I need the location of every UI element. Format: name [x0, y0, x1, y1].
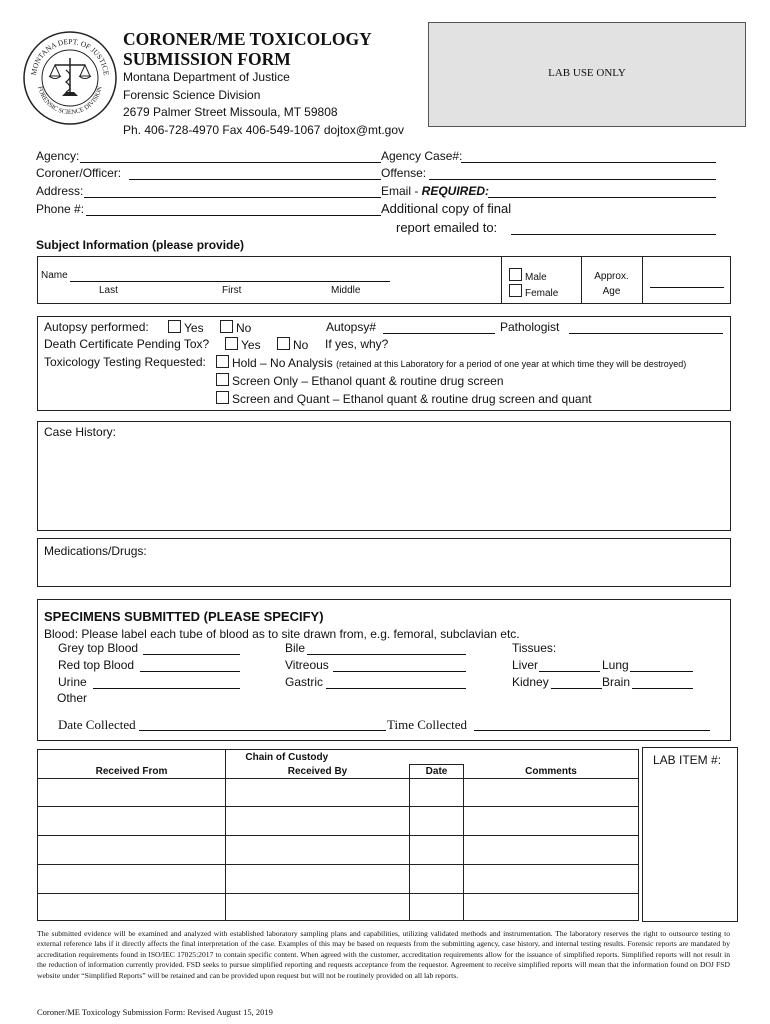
screen-quant-label: Screen and Quant – Ethanol quant & routine drug screen and quant	[232, 392, 592, 406]
grey-top-field[interactable]	[143, 654, 240, 655]
death-cert-yes-checkbox[interactable]	[225, 337, 238, 350]
autopsy-yes-checkbox[interactable]	[168, 320, 181, 333]
blood-note: Blood: Please label each tube of blood as to site drawn from, e.g. femoral, subclavian etc.	[44, 627, 520, 641]
case-history-box[interactable]	[37, 421, 731, 531]
female-label: Female	[525, 288, 559, 299]
lung-label: Lung	[602, 658, 629, 672]
custody-title-spacer	[38, 750, 226, 765]
case-history-label: Case History:	[44, 425, 117, 439]
death-cert-yes-option[interactable]	[225, 337, 261, 352]
table-row	[38, 779, 639, 807]
female-option[interactable]	[509, 284, 558, 299]
death-cert-yes-label: Yes	[241, 338, 261, 352]
email-required: REQUIRED:	[421, 184, 490, 198]
department-seal	[22, 30, 118, 126]
date-cell[interactable]	[410, 807, 464, 836]
kidney-label: Kidney	[512, 675, 549, 689]
custody-col-received-by: Received By	[226, 765, 410, 779]
medications-box[interactable]	[37, 538, 731, 587]
chain-of-custody-table	[37, 749, 639, 921]
subject-heading: Subject Information (please provide)	[36, 238, 245, 252]
age-field[interactable]	[650, 287, 724, 288]
urine-field[interactable]	[93, 688, 240, 689]
pathologist-label: Pathologist	[500, 320, 560, 334]
age-label: Age	[602, 286, 621, 297]
custody-col-comments: Comments	[464, 765, 639, 779]
date-cell[interactable]	[410, 779, 464, 807]
custody-col-date: Date	[410, 765, 464, 779]
kidney-field[interactable]	[551, 688, 602, 689]
screen-quant-checkbox[interactable]	[216, 391, 229, 404]
screen-only-option[interactable]	[216, 373, 504, 388]
divider	[642, 256, 643, 304]
male-option[interactable]	[509, 268, 547, 283]
table-row	[38, 894, 639, 921]
autopsy-no-option[interactable]	[220, 320, 251, 335]
specimens-heading: SPECIMENS SUBMITTED (PLEASE SPECIFY)	[44, 609, 324, 624]
date-cell[interactable]	[410, 865, 464, 894]
comments-cell[interactable]	[464, 894, 639, 921]
date-collected-label: Date Collected	[58, 717, 136, 732]
bile-field[interactable]	[307, 654, 466, 655]
hold-label: Hold – No Analysis	[232, 356, 333, 370]
hold-checkbox[interactable]	[216, 355, 229, 368]
table-row	[38, 865, 639, 894]
hold-note: (retained at this Laboratory for a period of one year at which time they will be destroyed)	[336, 359, 687, 369]
autopsy-performed-label: Autopsy performed:	[44, 320, 149, 334]
table-row	[38, 836, 639, 865]
screen-quant-option[interactable]	[216, 391, 592, 406]
phone-field[interactable]	[86, 215, 381, 216]
received-by-cell[interactable]	[226, 807, 410, 836]
phone-label: Phone #:	[36, 202, 85, 216]
seal-top-text: MONTANA DEPT. OF JUSTICE	[29, 36, 111, 76]
lung-field[interactable]	[630, 671, 693, 672]
tissues-label: Tissues:	[512, 641, 557, 655]
revision-footer: Coroner/ME Toxicology Submission Form: Revised August 15, 2019	[37, 1007, 273, 1017]
lab-address: 2679 Palmer Street Missoula, MT 59808	[123, 105, 338, 119]
death-cert-no-checkbox[interactable]	[277, 337, 290, 350]
tox-requested-label: Toxicology Testing Requested:	[44, 355, 206, 369]
received-by-cell[interactable]	[226, 894, 410, 921]
approx-age-label	[581, 269, 642, 299]
death-cert-label: Death Certificate Pending Tox?	[44, 337, 210, 351]
date-cell[interactable]	[410, 836, 464, 865]
report-email-field[interactable]	[511, 234, 716, 235]
agency-field[interactable]	[80, 162, 381, 163]
offense-field[interactable]	[429, 179, 716, 180]
received-from-cell[interactable]	[38, 807, 226, 836]
urine-label: Urine	[58, 675, 87, 689]
custody-title-spacer	[464, 750, 639, 765]
pathologist-field[interactable]	[569, 333, 723, 334]
form-title	[123, 29, 372, 69]
agency-case-label: Agency Case#:	[381, 149, 463, 163]
if-yes-why-label: If yes, why?	[325, 337, 389, 351]
other-label: Other	[57, 691, 88, 705]
approx-label: Approx.	[594, 271, 629, 282]
brain-field[interactable]	[632, 688, 693, 689]
autopsy-number-field[interactable]	[383, 333, 495, 334]
disclaimer-text: The submitted evidence will be examined and analyzed with established laboratory sampling plans and capabilities, utilizing validated methods and instrumentation. The laboratory reserves the right to outsource testing to external reference labs if it directly affects the final interpretation of the case. Examples of this may be based on requests from the submitting agency, case history, and internal testing results. Forensic reports are mandated by accreditation requirements found in ISO/IEC 17025:2017 to contain specific content. When agreed with the customer, accreditation requirements allow for the issuance of simplified reports. Simplified reports will not result in the reduction of information currently provided. FSD seeks to pursue simplified reporting and requests acceptance from the requestor. Agreement to receive simplified reports will mean that the information found on DOJ FSD website under “Simplified Reports” will be retained and can be provided upon request but will not be routinely provided on all lab reports.	[37, 929, 730, 980]
autopsy-no-label: No	[236, 321, 252, 335]
screen-only-checkbox[interactable]	[216, 373, 229, 386]
lab-use-only-box	[428, 22, 746, 127]
email-prefix: Email -	[381, 184, 422, 198]
autopsy-number-label: Autopsy#	[326, 320, 377, 334]
medications-label: Medications/Drugs:	[44, 544, 147, 558]
address-field[interactable]	[84, 197, 381, 198]
coroner-officer-label: Coroner/Officer:	[36, 166, 122, 180]
coroner-officer-field[interactable]	[129, 179, 381, 180]
received-from-cell[interactable]	[38, 865, 226, 894]
middle-name-caption: Middle	[331, 285, 361, 296]
female-checkbox[interactable]	[509, 284, 522, 297]
custody-title-text: Chain of Custody	[245, 751, 329, 763]
hold-option[interactable]	[216, 355, 686, 370]
time-collected-label: Time Collected	[387, 717, 468, 732]
last-name-caption: Last	[99, 285, 118, 296]
death-cert-no-option[interactable]	[277, 337, 308, 352]
department-name: Montana Department of Justice	[123, 70, 290, 84]
custody-header-row	[38, 765, 639, 779]
report-emailed-label: report emailed to:	[396, 220, 498, 235]
seal-bottom-text: FORENSIC SCIENCE DIVISION	[36, 85, 104, 117]
death-cert-no-label: No	[293, 338, 309, 352]
first-name-caption: First	[222, 285, 242, 296]
address-label: Address:	[36, 184, 84, 198]
offense-label: Offense:	[381, 166, 427, 180]
received-by-cell[interactable]	[226, 836, 410, 865]
time-collected-field[interactable]	[474, 730, 710, 731]
divider	[501, 256, 502, 304]
received-by-cell[interactable]	[226, 865, 410, 894]
bile-label: Bile	[285, 641, 306, 655]
form-title-line2: SUBMISSION FORM	[123, 49, 291, 69]
male-checkbox[interactable]	[509, 268, 522, 281]
liver-label: Liver	[512, 658, 539, 672]
custody-title	[226, 750, 464, 765]
brain-label: Brain	[602, 675, 631, 689]
date-collected-field[interactable]	[139, 730, 386, 731]
lab-use-only-label: LAB USE ONLY	[548, 67, 626, 79]
received-from-cell[interactable]	[38, 894, 226, 921]
agency-case-field[interactable]	[461, 162, 716, 163]
comments-cell[interactable]	[464, 807, 639, 836]
received-from-cell[interactable]	[38, 779, 226, 807]
gastric-field[interactable]	[326, 688, 466, 689]
name-label: Name	[41, 270, 68, 281]
vitreous-field[interactable]	[333, 671, 466, 672]
additional-copy-label: Additional copy of final	[381, 201, 512, 216]
lab-contact-block	[123, 69, 404, 139]
received-from-cell[interactable]	[38, 836, 226, 865]
lab-item-box[interactable]	[642, 747, 738, 922]
email-label	[381, 184, 489, 198]
autopsy-yes-label: Yes	[184, 321, 204, 335]
custody-col-received-from: Received From	[38, 765, 226, 779]
division-name: Forensic Science Division	[123, 87, 261, 102]
red-top-field[interactable]	[140, 671, 240, 672]
agency-label: Agency:	[36, 149, 80, 163]
autopsy-no-checkbox[interactable]	[220, 320, 233, 333]
lab-item-label: LAB ITEM #:	[653, 753, 722, 767]
male-label: Male	[525, 272, 547, 283]
liver-field[interactable]	[539, 671, 600, 672]
comments-cell[interactable]	[464, 836, 639, 865]
vitreous-label: Vitreous	[285, 658, 329, 672]
screen-only-label: Screen Only – Ethanol quant & routine drug screen	[232, 374, 504, 388]
comments-cell[interactable]	[464, 779, 639, 807]
gastric-label: Gastric	[285, 675, 324, 689]
red-top-label: Red top Blood	[58, 658, 135, 672]
name-field[interactable]	[70, 281, 390, 282]
email-field[interactable]	[488, 197, 716, 198]
lab-contact: Ph. 406-728-4970 Fax 406-549-1067 dojtox@mt.gov	[123, 122, 405, 137]
form-title-line1: CORONER/ME TOXICOLOGY	[123, 29, 372, 49]
table-row	[38, 807, 639, 836]
grey-top-label: Grey top Blood	[58, 641, 139, 655]
date-cell[interactable]	[410, 894, 464, 921]
autopsy-yes-option[interactable]	[168, 320, 204, 335]
received-by-cell[interactable]	[226, 779, 410, 807]
comments-cell[interactable]	[464, 865, 639, 894]
